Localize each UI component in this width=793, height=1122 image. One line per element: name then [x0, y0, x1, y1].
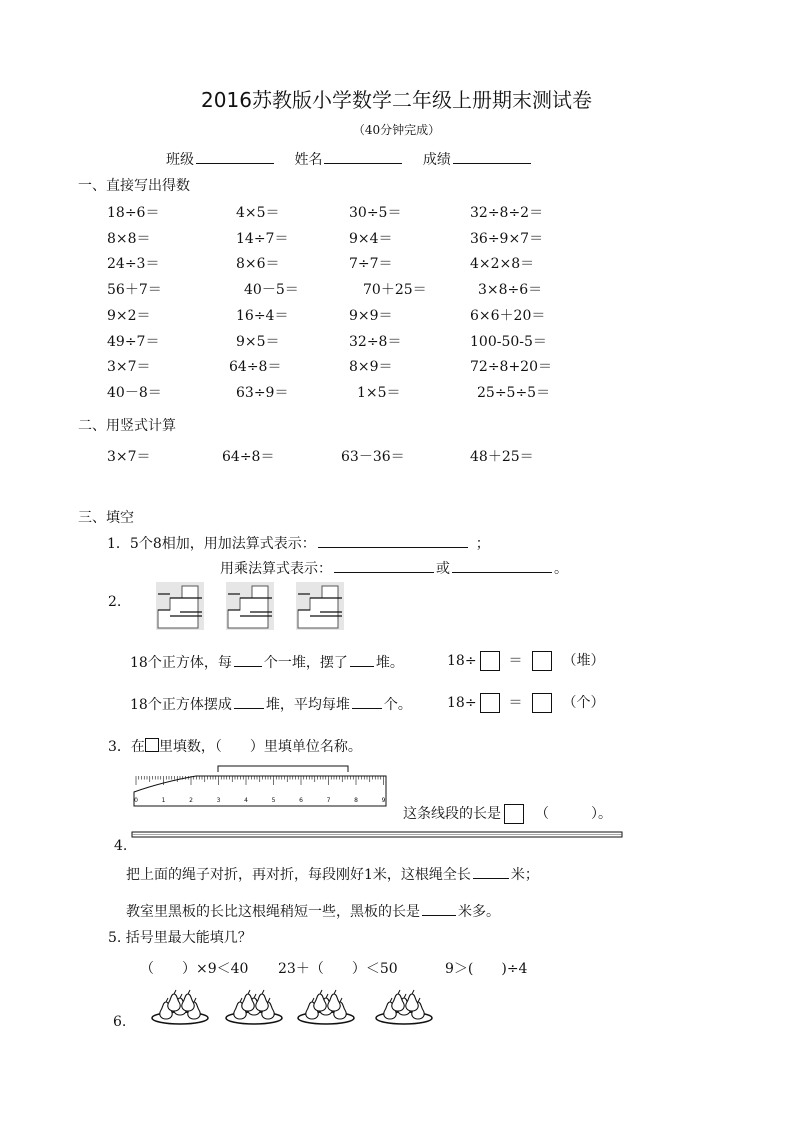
mental-math-item: 36÷9×7＝: [470, 230, 544, 247]
q4-line-a: [126, 864, 539, 884]
ruler-label: 9: [381, 797, 386, 804]
ruler-label: 2: [189, 797, 193, 804]
q2-b-eq-start: 18÷: [447, 695, 477, 711]
mental-math-item: 8×6＝: [236, 256, 280, 273]
pear-plate: [298, 990, 354, 1024]
q2-a-equation: [447, 650, 605, 671]
q2-a-blank-1[interactable]: [234, 652, 262, 667]
name-blank[interactable]: [324, 149, 402, 164]
mental-math-item: 3×7＝: [107, 359, 151, 376]
measured-segment: [218, 766, 348, 772]
vertical-calc-item: 63－36＝: [341, 449, 405, 465]
q2-b-equation: [447, 692, 605, 713]
mental-math-item: 16÷4＝: [236, 307, 289, 324]
ruler-label: 3: [216, 797, 221, 804]
section1-heading: 一、直接写出得数: [78, 178, 190, 194]
class-blank[interactable]: [196, 149, 274, 164]
page-title: 2016苏教版小学数学二年级上册期末测试卷: [201, 88, 592, 112]
vertical-calc-item: 48＋25＝: [470, 449, 534, 465]
q2-b-text-1: 18个正方体摆成: [130, 697, 232, 713]
class-label: 班级: [166, 152, 194, 168]
q2-b-text-3: 个。: [383, 697, 412, 713]
mental-math-item: 4×2×8＝: [470, 256, 535, 273]
ruler-label: 7: [326, 797, 331, 804]
pear-plate: [226, 990, 282, 1024]
mental-math-item: 14÷7＝: [236, 230, 289, 247]
mental-math-item: 1×5＝: [357, 384, 401, 401]
q2-a-text-1: 18个正方体，每: [130, 655, 232, 671]
section2-heading: 二、用竖式计算: [78, 418, 176, 434]
q2-a-unit: （堆）: [562, 653, 605, 669]
ruler-label: 8: [354, 797, 358, 804]
q1-multiplication-blank-2[interactable]: [452, 558, 552, 573]
q1-b-end: 。: [554, 561, 568, 577]
cube-stairs-illustration: [152, 580, 352, 632]
ruler-illustration: [132, 764, 392, 810]
q2-b-eq-equals: ＝: [508, 695, 523, 711]
q2-b-unit: （个）: [562, 695, 605, 711]
q1-addition-prompt: 1．5个8相加，用加法算式表示：: [107, 536, 316, 552]
q2-a-eq-equals: ＝: [508, 653, 523, 669]
q2-a-eq-start: 18÷: [447, 653, 477, 669]
ruler-label: 1: [161, 797, 166, 804]
q1-multiplication-prompt: 用乘法算式表示：: [220, 561, 332, 577]
pear-plate: [376, 990, 432, 1024]
mental-math-item: 32÷8÷2＝: [470, 205, 544, 221]
q2-b-blank-2[interactable]: [352, 694, 382, 709]
pear-plate: [152, 990, 208, 1024]
pear-plates-illustration: [150, 986, 450, 1030]
ruler-label: 0: [134, 797, 138, 804]
cube-stair-group: [156, 582, 204, 630]
mental-math-item: 7÷7＝: [349, 256, 393, 273]
q2-a-box-2[interactable]: [532, 651, 552, 671]
cube-stair-group: [296, 582, 344, 630]
q2-b-blank-1[interactable]: [234, 694, 264, 709]
q5-item: （ ）×9＜40: [140, 961, 249, 977]
q1-a-end: ；: [475, 536, 490, 552]
mental-math-item: 56＋7＝: [107, 282, 162, 299]
mental-math-item: 9×5＝: [236, 333, 280, 350]
q3-length-box[interactable]: [504, 804, 524, 824]
mental-math-item: 40－8＝: [107, 384, 162, 401]
q4-b-text-1: 教室里黑板的长比这根绳稍短一些，黑板的长是: [126, 904, 420, 920]
mental-math-item: 100-50-5＝: [470, 333, 547, 350]
q3-answer-line: [403, 803, 612, 824]
mental-math-item: 64÷8＝: [229, 359, 282, 376]
q4-b-blank[interactable]: [422, 901, 456, 916]
section3-heading: 三、填空: [78, 510, 134, 526]
mental-math-item: 40－5＝: [244, 282, 299, 299]
q2-line-a: [130, 652, 404, 672]
ruler-label: 5: [271, 797, 276, 804]
mental-math-item: 9×2＝: [107, 307, 151, 324]
q2-a-box-1[interactable]: [480, 651, 500, 671]
q5-heading: 5. 括号里最大能填几？: [108, 930, 252, 946]
mental-math-item: 8×8＝: [107, 230, 151, 247]
vertical-calc-item: 3×7＝: [107, 449, 151, 465]
q2-a-text-3: 堆。: [375, 655, 404, 671]
mental-math-item: 4×5＝: [236, 205, 280, 221]
mental-math-item: 6×6＋20＝: [470, 307, 546, 324]
q1-addition-blank[interactable]: [318, 533, 468, 548]
score-blank[interactable]: [453, 149, 531, 164]
q2-line-b: [130, 694, 412, 714]
q2-a-blank-2[interactable]: [350, 652, 374, 667]
q4-a-text-2: 米；: [510, 867, 539, 883]
mental-math-item: 70＋25＝: [363, 282, 427, 299]
q2-b-box-2[interactable]: [532, 693, 552, 713]
q3-text-1: 3．在: [108, 739, 145, 755]
q4-b-text-2: 米多。: [458, 904, 500, 920]
q3-unit-paren: （ ）。: [535, 806, 612, 822]
score-label: 成绩: [422, 152, 451, 168]
q4-a-blank[interactable]: [473, 864, 509, 879]
q2-a-text-2: 个一堆，摆了: [263, 655, 348, 671]
mental-math-item: 30÷5＝: [349, 205, 402, 221]
mental-math-item: 32÷8＝: [349, 333, 402, 350]
mental-math-item: 24÷3＝: [107, 256, 160, 273]
mental-math-item: 25÷5÷5＝: [477, 384, 551, 401]
q1-line-a: [107, 533, 490, 553]
mental-math-item: 8×9＝: [349, 359, 393, 376]
student-info-row: [166, 149, 533, 169]
name-label: 姓名: [294, 152, 323, 168]
ruler-label: 4: [244, 797, 248, 804]
q5-item: 9＞( )÷4: [445, 961, 528, 977]
mental-math-item: 72÷8+20＝: [470, 359, 552, 376]
q3-length-text: 这条线段的长是: [403, 806, 501, 822]
q5-item: 23＋（ ）＜50: [278, 961, 398, 977]
q2-b-box-1[interactable]: [480, 693, 500, 713]
q3-text-2: 里填数，（ ）里填单位名称。: [158, 739, 362, 755]
mental-math-item: 9×9＝: [349, 307, 393, 324]
q6-number: 6.: [113, 1014, 127, 1030]
q3-box-symbol: [145, 738, 159, 752]
cube-stair-group: [226, 582, 274, 630]
mental-math-item: 49÷7＝: [107, 333, 160, 350]
q4-line-b: [126, 901, 500, 921]
ruler-label: 6: [299, 797, 303, 804]
vertical-calc-item: 64÷8＝: [222, 449, 275, 465]
q4-number: 4.: [114, 838, 128, 854]
q3-prompt: [108, 736, 362, 756]
page-subtitle: （40分钟完成）: [352, 123, 441, 137]
rope-illustration: [132, 829, 632, 841]
mental-math-item: 9×4＝: [349, 230, 393, 247]
q1-multiplication-blank-1[interactable]: [334, 558, 434, 573]
mental-math-item: 63÷9＝: [236, 384, 289, 401]
q1-line-b: [220, 558, 568, 578]
q2-b-text-2: 堆，平均每堆: [265, 697, 350, 713]
mental-math-item: 3×8÷6＝: [478, 282, 543, 299]
q2-number: 2.: [108, 594, 122, 610]
q1-or-text: 或: [436, 561, 450, 577]
q4-a-text-1: 把上面的绳子对折，再对折，每段刚好1米，这根绳全长: [126, 867, 471, 883]
mental-math-item: 18÷6＝: [107, 205, 160, 221]
